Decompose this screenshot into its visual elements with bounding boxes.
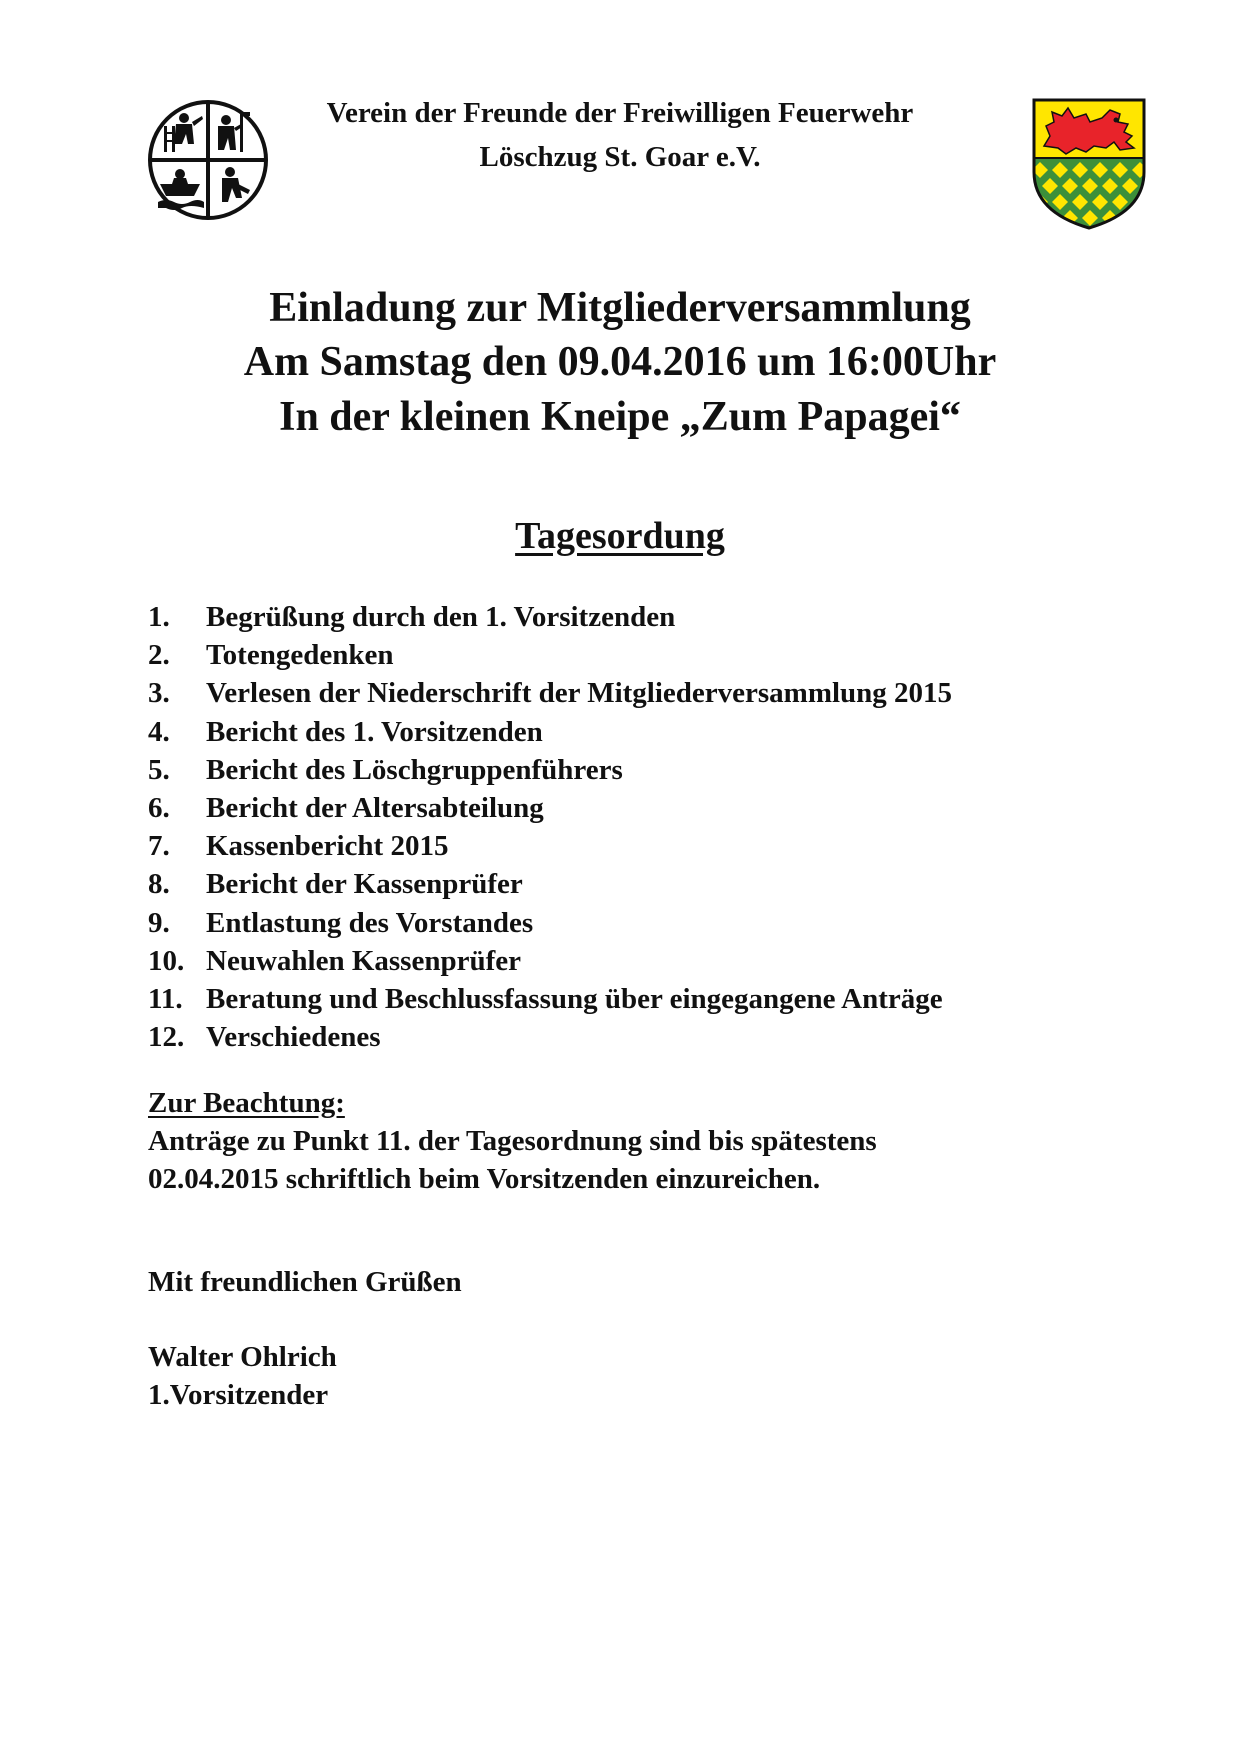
- list-item: [148, 942, 952, 980]
- agenda-item-number: 12.: [148, 1021, 185, 1054]
- coat-of-arms-icon: [1030, 96, 1148, 232]
- agenda-item-text: Bericht des 1. Vorsitzenden: [206, 715, 543, 748]
- list-item: [148, 904, 952, 942]
- agenda-item-text: Begrüßung durch den 1. Vorsitzenden: [206, 601, 676, 633]
- invitation-date: Am Samstag den 09.04.2016 um 16:00Uhr: [243, 339, 997, 385]
- signature-role: 1.Vorsitzender: [148, 1379, 329, 1411]
- list-item: [148, 827, 952, 865]
- list-item: [148, 789, 952, 827]
- note-heading: Zur Beachtung:: [148, 1087, 345, 1119]
- list-item: [148, 713, 952, 751]
- agenda-item-number: 1.: [148, 601, 170, 633]
- agenda-item-text: Beratung und Beschlussfassung über eingegangene Anträge: [206, 982, 943, 1015]
- note-text-line1: Anträge zu Punkt 11. der Tagesordnung sind bis spätestens: [148, 1125, 877, 1157]
- org-name-line1: Verein der Freunde der Freiwilligen Feuerwehr: [326, 97, 914, 129]
- agenda-item-number: 3.: [148, 677, 170, 710]
- agenda-heading: Tagesordung: [515, 515, 725, 557]
- agenda-item-number: 11.: [148, 982, 183, 1015]
- agenda-item-number: 9.: [148, 906, 170, 939]
- list-item: [148, 674, 952, 712]
- invitation-title: Einladung zur Mitgliederversammlung: [269, 285, 971, 331]
- invitation-location: In der kleinen Kneipe „Zum Papagei“: [279, 394, 961, 440]
- agenda-item-number: 8.: [148, 868, 170, 901]
- agenda-item-text: Verschiedenes: [206, 1021, 381, 1054]
- list-item: [148, 1018, 952, 1056]
- agenda-item-text: Bericht des Löschgruppenführers: [206, 753, 623, 786]
- list-item: [148, 751, 952, 789]
- agenda-item-text: Verlesen der Niederschrift der Mitgliederversammlung 2015: [206, 677, 953, 710]
- agenda-item-text: Kassenbericht 2015: [206, 830, 449, 863]
- agenda-item-number: 4.: [148, 715, 170, 748]
- agenda-item-number: 5.: [148, 753, 170, 786]
- agenda-item-text: Bericht der Altersabteilung: [206, 791, 544, 824]
- agenda-list: [148, 598, 952, 1056]
- closing-greeting: Mit freundlichen Grüßen: [148, 1266, 462, 1298]
- org-name-line2: Löschzug St. Goar e.V.: [479, 141, 761, 173]
- note-text-line2: 02.04.2015 schriftlich beim Vorsitzenden einzureichen.: [148, 1163, 821, 1195]
- list-item: [148, 636, 952, 674]
- agenda-item-text: Neuwahlen Kassenprüfer: [206, 944, 521, 977]
- agenda-item-text: Entlastung des Vorstandes: [206, 906, 534, 939]
- agenda-item-number: 10.: [148, 944, 185, 977]
- agenda-item-number: 6.: [148, 791, 170, 824]
- list-item: [148, 980, 952, 1018]
- signature-name: Walter Ohlrich: [148, 1341, 337, 1373]
- agenda-item-number: 2.: [148, 639, 170, 672]
- agenda-item-number: 7.: [148, 830, 170, 863]
- list-item: [148, 598, 952, 636]
- agenda-item-text: Totengedenken: [206, 639, 394, 672]
- list-item: [148, 865, 952, 903]
- agenda-item-text: Bericht der Kassenprüfer: [206, 868, 523, 901]
